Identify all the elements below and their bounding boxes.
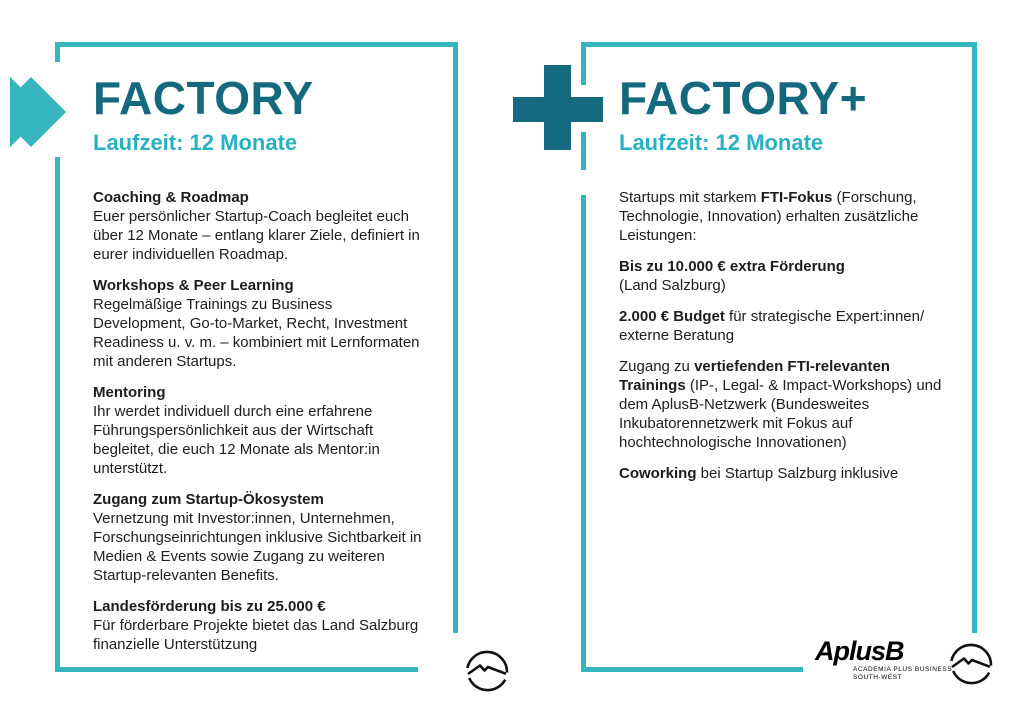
trainings-paragraph — [619, 357, 951, 452]
section-body: Regelmäßige Trainings zu Business Development, Go-to-Market, Recht, Investment Readiness u. v. m. – kombiniert mit Lernformaten mit anderen Startups. — [93, 296, 420, 370]
card-border — [55, 42, 60, 62]
list-item — [93, 276, 425, 371]
aplusb-tagline — [853, 666, 955, 682]
card-border — [581, 667, 803, 672]
aplusb-tagline-line: ACADEMIA PLUS BUSINESS — [853, 666, 953, 673]
list-item — [619, 257, 951, 295]
card-border — [972, 42, 977, 633]
text-run: bei Startup Salzburg inklusive — [696, 465, 899, 482]
section-heading: Coaching & Roadmap — [93, 189, 249, 206]
factory-card — [55, 42, 458, 672]
card-border — [55, 157, 60, 672]
factory-plus-card — [581, 42, 977, 672]
factory-title: FACTORY — [93, 72, 314, 124]
factory-benefits-list — [93, 188, 425, 666]
section-heading: Landesförderung bis zu 25.000 € — [93, 598, 326, 615]
coworking-paragraph — [619, 464, 951, 483]
text-run-bold: FTI-Fokus — [760, 189, 833, 206]
text-run: für strategische Expert:innen/ externe Beratung — [619, 308, 925, 344]
list-item — [93, 383, 425, 478]
factory-plus-title: FACTORY+ — [619, 72, 868, 124]
aplusb-tagline-line: SOUTH-WEST — [853, 674, 903, 681]
text-run-bold: Coworking — [619, 465, 697, 482]
section-body: Für förderbare Projekte bietet das Land Salzburg finanzielle Unterstützung — [93, 617, 419, 653]
list-item — [93, 188, 425, 264]
double-chevron-right-icon — [10, 77, 66, 147]
text-run-bold: vertiefenden FTI-relevanten Trainings — [619, 358, 890, 394]
card-border — [55, 42, 458, 47]
section-heading: Bis zu 10.000 € extra Förderung — [619, 258, 845, 275]
startup-salzburg-logo — [948, 641, 994, 687]
card-border — [581, 195, 586, 672]
factory-plus-duration-subtitle: Laufzeit: 12 Monate — [619, 130, 824, 155]
section-heading: Workshops & Peer Learning — [93, 277, 294, 294]
startup-salzburg-logo — [464, 648, 510, 694]
text-run: (IP-, Legal- & Impact-Workshops) und dem AplusB-Netzwerk (Bundesweites Inkubatorennetzwerk mit Fokus auf hochtechnologische Innovationen) — [619, 377, 942, 451]
aplusb-wordmark: AplusB — [815, 636, 904, 666]
card-border — [581, 42, 977, 47]
section-body: (Land Salzburg) — [619, 277, 726, 294]
intro-paragraph — [619, 188, 951, 245]
list-item — [93, 597, 425, 654]
section-body: Vernetzung mit Investor:innen, Unternehmen, Forschungseinrichtungen inklusive Sichtbarkeit in Medien & Events sowie Zugang zu weiteren Startup-relevanten Benefits. — [93, 510, 422, 584]
budget-paragraph — [619, 307, 951, 345]
section-body: Euer persönlicher Startup-Coach begleitet euch über 12 Monate – entlang klarer Ziele, definiert in eurer individuellen Roadmap. — [93, 208, 420, 263]
factory-plus-benefits-list — [619, 188, 951, 495]
card-border — [453, 42, 458, 633]
section-heading: Zugang zum Startup-Ökosystem — [93, 491, 324, 508]
text-run: Zugang zu — [619, 358, 695, 375]
text-run: (Forschung, Technologie, Innovation) erhalten zusätzliche Leistungen: — [619, 189, 919, 244]
text-run-bold: 2.000 € Budget — [619, 308, 725, 325]
text-run: Startups mit starkem — [619, 189, 761, 206]
section-body: Ihr werdet individuell durch eine erfahrene Führungspersönlichkeit aus der Wirtschaft begleitet, die euch 12 Monate als Mentor:in unterstützt. — [93, 403, 380, 477]
aplusb-logo — [815, 637, 955, 682]
card-border — [55, 667, 418, 672]
list-item — [93, 490, 425, 585]
section-heading: Mentoring — [93, 384, 166, 401]
factory-duration-subtitle: Laufzeit: 12 Monate — [93, 130, 298, 155]
plus-icon — [513, 65, 603, 150]
